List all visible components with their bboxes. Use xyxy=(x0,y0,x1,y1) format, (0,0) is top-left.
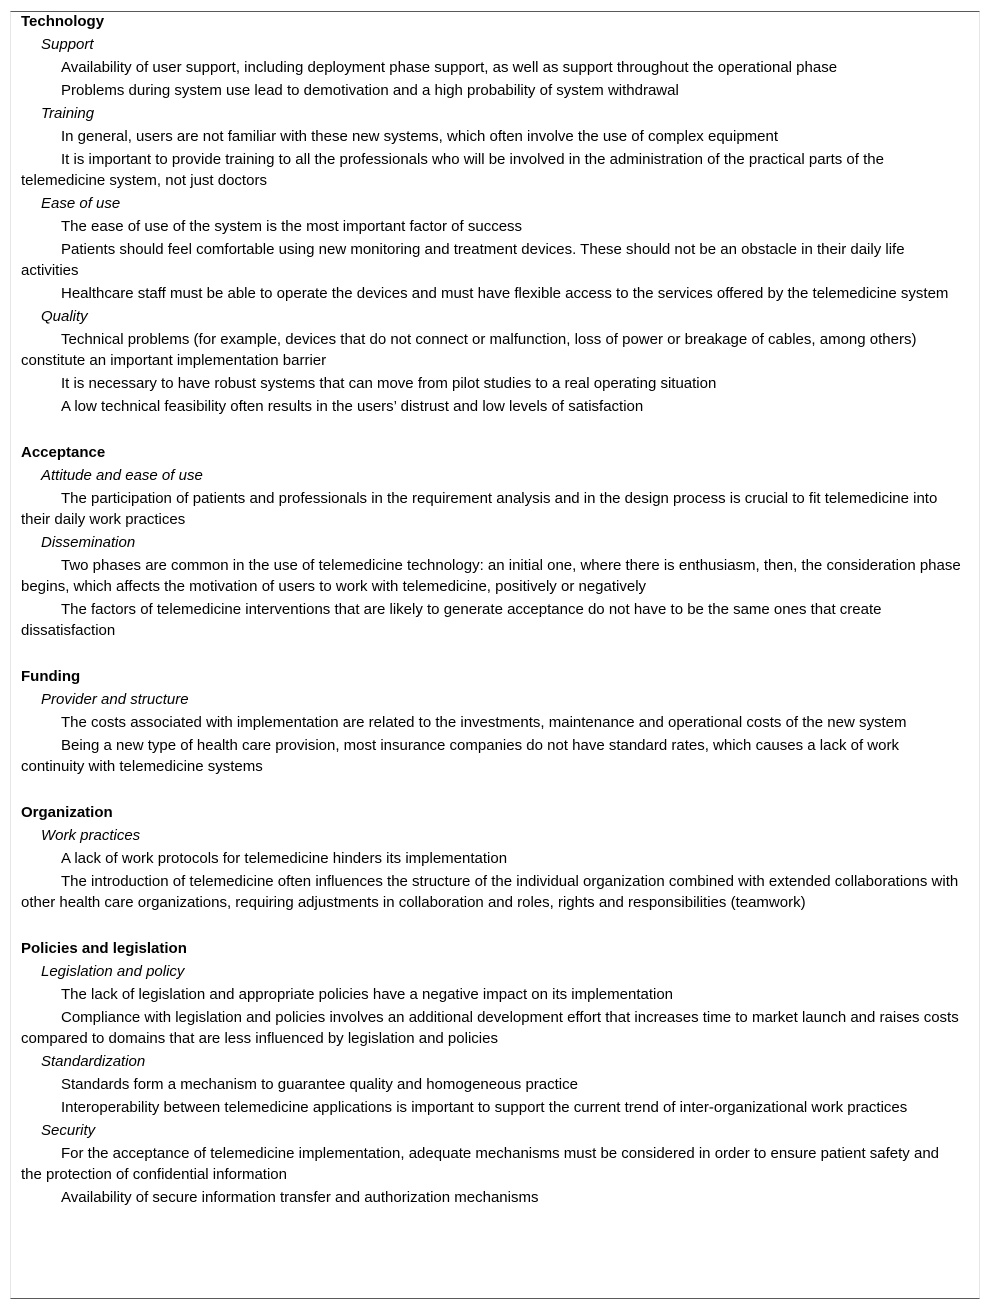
list-item: Availability of secure information transfer and authorization mechanisms xyxy=(61,1189,539,1206)
list-item: The ease of use of the system is the most important factor of success xyxy=(61,218,523,235)
list-item: It is necessary to have robust systems that can move from pilot studies to a real operating situation xyxy=(61,375,717,392)
subsection-title: Support xyxy=(41,36,94,53)
list-item: Two phases are common in the use of telemedicine technology: an initial one, where there is enthusiasm, then, the consideration phase begins, which affects the motivation of users to work with telemedicine, positively or negatively xyxy=(21,557,961,595)
list-item: Problems during system use lead to demotivation and a high probability of system withdrawal xyxy=(61,82,679,99)
list-item: In general, users are not familiar with these new systems, which often involve the use of complex equipment xyxy=(61,128,779,145)
list-item: A lack of work protocols for telemedicine hinders its implementation xyxy=(61,850,508,867)
subsection-title: Security xyxy=(41,1122,96,1139)
subsection-title: Quality xyxy=(41,308,88,325)
category-funding xyxy=(21,666,961,777)
list-item: Interoperability between telemedicine applications is important to support the current trend of inter-organizational work practices xyxy=(61,1099,908,1116)
list-item: Technical problems (for example, devices that do not connect or malfunction, loss of power or breakage of cables, among others) constitute an important implementation barrier xyxy=(21,331,917,369)
list-item: The costs associated with implementation are related to the investments, maintenance and operational costs of the new system xyxy=(61,714,907,731)
list-item: A low technical feasibility often results in the users’ distrust and low levels of satisfaction xyxy=(61,398,644,415)
list-item: Being a new type of health care provision, most insurance companies do not have standard rates, which causes a lack of work continuity with telemedicine systems xyxy=(21,737,899,775)
spacer xyxy=(21,915,961,938)
list-item: Standards form a mechanism to guarantee quality and homogeneous practice xyxy=(61,1076,578,1093)
category-title: Technology xyxy=(21,13,105,30)
subsection-title: Training xyxy=(41,105,95,122)
category-technology xyxy=(21,11,961,417)
list-item: For the acceptance of telemedicine implementation, adequate mechanisms must be considered in order to ensure patient safety and the protection of confidential information xyxy=(21,1145,940,1183)
subsection-title: Ease of use xyxy=(41,195,121,212)
spacer xyxy=(21,419,961,442)
list-item: Healthcare staff must be able to operate the devices and must have flexible access to the services offered by the telemedicine system xyxy=(61,285,949,302)
list-item: The lack of legislation and appropriate policies have a negative impact on its implementation xyxy=(61,986,674,1003)
subsection-title: Work practices xyxy=(41,827,141,844)
category-organization xyxy=(21,802,961,913)
subsection-title: Dissemination xyxy=(41,534,136,551)
spacer xyxy=(21,643,961,666)
list-item: The introduction of telemedicine often influences the structure of the individual organization combined with extended collaborations with other health care organizations, requiring adjustments in collaboration and roles, rights and responsibilities (teamwork) xyxy=(21,873,959,911)
category-title: Policies and legislation xyxy=(21,940,187,957)
category-acceptance xyxy=(21,442,961,641)
list-item: Availability of user support, including deployment phase support, as well as support throughout the operational phase xyxy=(61,59,838,76)
subsection-title: Standardization xyxy=(41,1053,146,1070)
subsection-title: Provider and structure xyxy=(41,691,189,708)
subsection-title: Attitude and ease of use xyxy=(41,467,203,484)
category-title: Acceptance xyxy=(21,444,106,461)
category-policies-and-legislation xyxy=(21,938,961,1208)
list-item: The participation of patients and professionals in the requirement analysis and in the design process is crucial to fit telemedicine into their daily work practices xyxy=(21,490,938,528)
table-content xyxy=(21,11,961,1210)
list-item: Patients should feel comfortable using new monitoring and treatment devices. These should not be an obstacle in their daily life activities xyxy=(21,241,905,279)
list-item: The factors of telemedicine interventions that are likely to generate acceptance do not have to be the same ones that create dissatisfaction xyxy=(21,601,882,639)
category-title: Funding xyxy=(21,668,81,685)
list-item: Compliance with legislation and policies involves an additional development effort that increases time to market launch and raises costs compared to domains that are less influenced by legislation and policies xyxy=(21,1009,959,1047)
list-item: It is important to provide training to all the professionals who will be involved in the administration of the practical parts of the telemedicine system, not just doctors xyxy=(21,151,884,189)
subsection-title: Legislation and policy xyxy=(41,963,185,980)
spacer xyxy=(21,779,961,802)
category-title: Organization xyxy=(21,804,113,821)
